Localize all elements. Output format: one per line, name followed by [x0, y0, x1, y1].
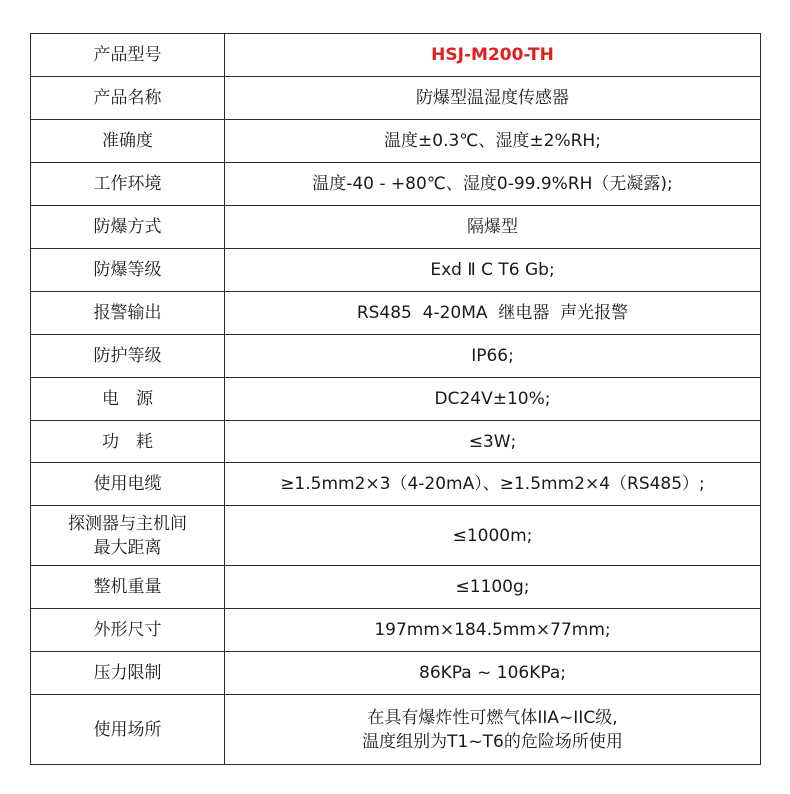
row-label: 使用电缆 [31, 463, 225, 506]
row-label [31, 506, 225, 566]
row-value: ≤1100g; [225, 566, 761, 609]
table-row [31, 652, 761, 695]
row-value: ≥1.5mm2×3（4-20mA）、≥1.5mm2×4（RS485）; [225, 463, 761, 506]
row-label: 使用场所 [31, 695, 225, 765]
row-label: 防护等级 [31, 335, 225, 378]
row-value: 197mm×184.5mm×77mm; [225, 609, 761, 652]
row-value: 86KPa ~ 106KPa; [225, 652, 761, 695]
row-value: ≤3W; [225, 421, 761, 463]
row-label: 产品名称 [31, 77, 225, 120]
table-row [31, 335, 761, 378]
table-row [31, 378, 761, 421]
row-label-line: 最大距离 [93, 537, 162, 558]
table-row [31, 120, 761, 163]
table-row-model [31, 34, 761, 77]
spec-table [30, 33, 761, 765]
row-label: 防爆方式 [31, 206, 225, 249]
row-value: RS485 4-20MA 继电器 声光报警 [225, 292, 761, 335]
table-row [31, 463, 761, 506]
row-label-line: 探测器与主机间 [68, 513, 187, 534]
table-row [31, 695, 761, 765]
row-value: 隔爆型 [225, 206, 761, 249]
row-value: IP66; [225, 335, 761, 378]
row-label: 功 耗 [31, 421, 225, 463]
table-row [31, 206, 761, 249]
table-row [31, 77, 761, 120]
row-label: 工作环境 [31, 163, 225, 206]
row-value-line: 温度组别为T1~T6的危险场所使用 [362, 731, 623, 752]
row-label: 外形尺寸 [31, 609, 225, 652]
row-value: 温度±0.3℃、湿度±2%RH; [225, 120, 761, 163]
row-value-model-number: HSJ-M200-TH [225, 34, 761, 77]
row-label: 电 源 [31, 378, 225, 421]
row-value [225, 695, 761, 765]
row-label: 准确度 [31, 120, 225, 163]
row-label: 压力限制 [31, 652, 225, 695]
row-label: 产品型号 [31, 34, 225, 77]
row-value: 温度-40 - +80℃、湿度0-99.9%RH（无凝露); [225, 163, 761, 206]
table-row [31, 421, 761, 463]
table-row [31, 163, 761, 206]
table-row [31, 506, 761, 566]
row-value: DC24V±10%; [225, 378, 761, 421]
row-value-line: 在具有爆炸性可燃气体IIA~IIC级, [367, 707, 618, 728]
row-value: ≤1000m; [225, 506, 761, 566]
row-label: 防爆等级 [31, 249, 225, 292]
row-value: Exd Ⅱ C T6 Gb; [225, 249, 761, 292]
row-value: 防爆型温湿度传感器 [225, 77, 761, 120]
row-label: 整机重量 [31, 566, 225, 609]
row-label: 报警输出 [31, 292, 225, 335]
table-row [31, 566, 761, 609]
table-row [31, 292, 761, 335]
table-row [31, 249, 761, 292]
table-row [31, 609, 761, 652]
